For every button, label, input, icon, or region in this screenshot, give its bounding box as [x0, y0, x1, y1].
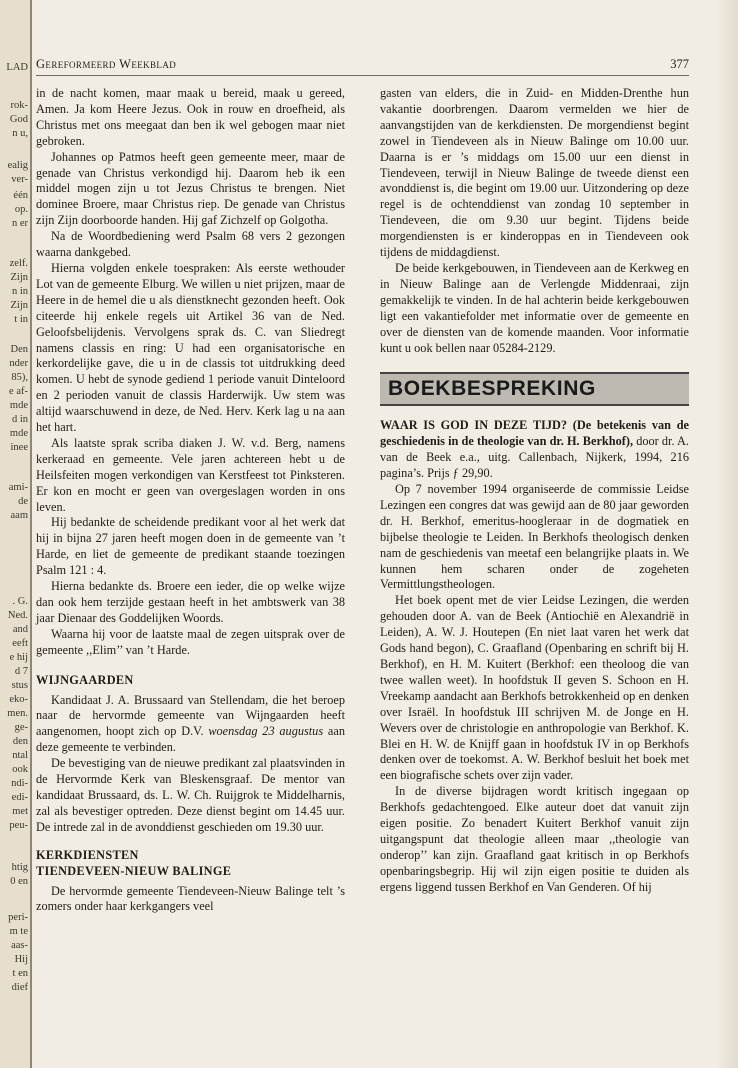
spine-text-fragment: t en	[12, 968, 28, 979]
spine-text-fragment: de	[18, 496, 28, 507]
paragraph: Hierna bedankte ds. Broere een ieder, die op welke wijze dan ook hem terzijde gestaan heeft in het ambtswerk van 38 jaar Dienaar des Goddelijken Woords.	[36, 579, 345, 625]
section-banner	[380, 372, 689, 406]
spine-text-fragment: n in	[11, 286, 28, 297]
page-number: 377	[670, 57, 689, 71]
spine-text-fragment: ealig	[7, 160, 28, 171]
spine-text-fragment: op.	[14, 204, 28, 215]
paragraph: in de nacht komen, maar maak u bereid, maak u gereed, Amen. Ja kom Heere Jezus. Ook in rouw en droefheid, als Christus met ons meegaat dan ben ik wel gebogen maar niet gebroken.	[36, 86, 345, 148]
spine-text-fragment: e af-	[9, 386, 28, 397]
paragraph	[36, 693, 345, 757]
previous-page-edge	[0, 0, 32, 1068]
spine-text-fragment: ook	[12, 764, 28, 775]
spine-text-fragment: den	[12, 736, 28, 747]
publication-title: Gereformeerd Weekblad	[36, 57, 177, 71]
text-run: aan deze gemeente te verbinden.	[36, 724, 345, 755]
paragraph: Op 7 november 1994 organiseerde de commissie Leidse Lezingen een congres dat was gewijd aan de 80 jaar geworden dr. H. Berkhof, emeritus-hoogleraar in de dogmatiek en bijbelse theologie te Leiden. In Berkhofs theologisch denken nam de geschiedenis van meetaf een belangrijke plaats in. We kunnen hem scharen onder de zogeheten Vermittlungstheologen.	[380, 482, 689, 592]
spine-text-fragment: mde	[9, 428, 28, 439]
paragraph: Waarna hij voor de laatste maal de zegen uitsprak over de gemeente ,,Elim’’ van ’t Harde.	[36, 626, 345, 657]
spine-text-fragment: . G.	[12, 596, 28, 607]
spine-text-fragment: htig	[11, 862, 28, 873]
book-details: door dr. A. van de Beek e.a., uitg. Callenbach, Nijkerk, 1994, 216 pagina’s. Prijs ƒ 29,90.	[380, 434, 689, 481]
paragraph: Het boek opent met de vier Leidse Lezingen, die werden gehouden door A. van de Beek (Antiochië en Alexandrië in Leiden), A. W. J. Houtepen (En niet laat varen het werk dat Gods hand begon), C. Graafland (Openbaring en schrift bij H. Berkhof), en H. M. Kuitert (Berkhof: een theoloog die van twee wallen weet). In hoofdstuk II geven S. Schoon en H. Vreekamp aandacht aan Berkhofs betrokkenheid op en denken over Israël. In hoofdstuk III schrijven M. de Jonge en H. Wevers over de christologie en anthropologie van Berkhof. K. Blei en H. W. de Knijff gaan in hoofdstuk IV in op Berkhofs denken over de toekomst. A. W. Berkhof besluit het boek met een biografische schets over zijn vader.	[380, 593, 689, 783]
spine-text-fragment: mde	[9, 400, 28, 411]
spine-text-fragment: Hij	[14, 954, 28, 965]
spine-text-fragment: met	[12, 806, 28, 817]
paragraph: Johannes op Patmos heeft geen gemeente meer, maar de genade van Christus verkondigd hij. Daarom heb ik een middel mogen zijn u tot Jezus Christus te brengen. Niet dominee Broere, maar Christus riep. De genade van Christus zijn Zijn doorboorde handen. Hij gaf Zichzelf op Golgotha.	[36, 149, 345, 228]
spine-text-fragment: n er	[11, 218, 28, 229]
spine-text-fragment: Den	[10, 344, 28, 355]
right-column	[380, 86, 689, 896]
emphasized-date: woensdag 23 augustus	[208, 724, 324, 739]
spine-text-fragment: eeft	[12, 638, 28, 649]
spine-text-fragment: zelf.	[9, 258, 28, 269]
spine-text-fragment: 0 en	[10, 876, 28, 887]
spine-text-fragment: edi-	[11, 792, 28, 803]
spine-text-fragment: men.	[7, 708, 28, 719]
spine-text-fragment: t in	[14, 314, 28, 325]
spine-text-fragment: inee	[10, 442, 28, 453]
spine-text-fragment: eko-	[9, 694, 28, 705]
spine-text-fragment: aas-	[11, 940, 28, 951]
spine-text-fragment: dief	[11, 982, 28, 993]
paragraph: gasten van elders, die in Zuid- en Midden-Drenthe hun vakantie doorbrengen. Daarom vermelden we hier de aanvangstijden van de kerkdiensten. De morgendienst begint zowel in Tiendeveen als in Nieuw Balinge om 10.00 uur. Daarna is er ’s middags om 15.00 uur een dienst in Tiendeveen, terwijl in Nieuw Balinge de tweede dienst een avonddienst is, die begint om 19.00 uur. Uitzondering op deze regel is de ochtenddienst van zondag 10 september in Tiendeveen, die om 9.30 uur begint. Tijdens beide morgendiensten is er kinderoppas en in Tiendeveen ook tijdens de middagdienst.	[380, 86, 689, 260]
spine-text-fragment: Ned.	[7, 610, 28, 621]
paragraph: De hervormde gemeente Tiendeveen-Nieuw Balinge telt ’s zomers onder haar kerkgangers veel	[36, 883, 345, 914]
spine-text-fragment: d 7	[14, 666, 28, 677]
spine-text-fragment: 85),	[11, 372, 28, 383]
spine-text-fragment: LAD	[6, 62, 28, 73]
spine-text-fragment: ver-	[11, 174, 28, 185]
spine-text-fragment: Zijn	[10, 300, 28, 311]
spine-text-fragment: nder	[9, 358, 28, 369]
paragraph: Als laatste sprak scriba diaken J. W. v.d. Berg, namens kerkeraad en gemeente. Vele jaren achtereen hebt u de Heilsfeiten mogen verkondigen van Kerstfeest tot Pinksteren. Er kon en mocht er geen van overgeslagen worden in ons leven.	[36, 435, 345, 514]
heading-line: TIENDEVEEN-NIEUW BALINGE	[36, 863, 232, 878]
heading-line: KERKDIENSTEN	[36, 847, 139, 862]
spine-text-fragment: and	[12, 624, 28, 635]
spine-text-fragment: stus	[11, 680, 28, 691]
left-column	[36, 86, 345, 915]
text-run: Kandidaat J. A. Brussaard van Stellendam, die het beroep naar de hervormde gemeente van Wijngaarden heeft aangenomen, hoopt zich op D.V.	[36, 692, 345, 739]
paragraph: In de diverse bijdragen wordt kritisch ingegaan op Berkhofs gedachtengoed. Elke auteur doet dat vanuit zijn eigen positie. Zo benadert Kuitert Berkhof vanuit zijn uitgangspunt dat theologie alleen maar ,,theologie van onderop’’ kan zijn. Graafland gaat kritisch in op Berkhofs openbaringsbegrip. Hij wil zijn eigen positie te duiden als ergens liggend tussen Berkhof en Van Genderen. Of hij	[380, 784, 689, 894]
spine-text-fragment: ntal	[12, 750, 28, 761]
spine-text-fragment: m te	[9, 926, 28, 937]
spine-text-fragment: één	[13, 190, 28, 201]
spine-text-fragment: peu-	[9, 820, 28, 831]
spine-text-fragment: rok-	[10, 100, 28, 111]
paragraph: Hierna volgden enkele toespraken: Als eerste wethouder Lot van de gemeente Elburg. We willen u niet prijzen, maar de Heere in de hemel die u als dienstknecht gezonden heeft. Ook citeerde hij enkele regels uit Artikel 36 van de Ned. Geloofsbelijdenis. Vervolgens sprak ds. C. van Sliedregt namens classis en ring: U had een organisatorische en kerkordelijke gave, die u in de classis tot uitdrukking deed komen. U hebt de synode gediend 1 periode vanuit Dinteloord en 2 perioden vanuit de classis Harderwijk. Uw stem was altijd waarschuwend in deze, de Ned. Herv. Kerk lag u na aan het hart.	[36, 260, 345, 435]
spine-text-fragment: d in	[11, 414, 28, 425]
book-title: WAAR IS GOD IN DEZE TIJD? (De betekenis van de geschiedenis in de theologie van dr. H. Berkhof),	[380, 418, 689, 449]
paragraph: De beide kerkgebouwen, in Tiendeveen aan de Kerkweg en in Nieuw Balinge aan de Verlengde Middenraai, zijn gemakkelijk te vinden. In de hal achterin beide kerkgebouwen ligt een vakantiefolder met informatie over de gemeente en over de diensten van de komende maanden. Voor informatie kunt u ook bellen naar 05284-2129.	[380, 260, 689, 355]
spine-text-fragment: ndi-	[11, 778, 28, 789]
spine-text-fragment: aam	[10, 510, 28, 521]
spine-text-fragment: e hij	[9, 652, 28, 663]
book-review-heading	[380, 418, 689, 482]
spine-text-fragment: ge-	[14, 722, 28, 733]
spine-text-fragment: Zijn	[10, 272, 28, 283]
spine-text-fragment: ami-	[8, 482, 28, 493]
page-header	[36, 55, 689, 76]
section-heading-wijngaarden: WIJNGAARDEN	[36, 672, 134, 687]
spine-text-fragment: God	[9, 114, 28, 125]
section-heading-kerkdiensten	[36, 848, 345, 880]
banner-title: BOEKBESPREKING	[388, 377, 596, 401]
paragraph: De bevestiging van de nieuwe predikant zal plaatsvinden in de Hervormde Kerk van Bleskensgraaf. De mentor van kandidaat Brussaard, ds. L. W. Ch. Ruijgrok te Middelharnis, zal als bevestiger optreden. Deze dienst begint om 14.45 uur. De intrede zal in de avonddienst geschieden om 19.30 uur.	[36, 756, 345, 834]
page-edge-shadow	[716, 0, 738, 1068]
paragraph: Na de Woordbediening werd Psalm 68 vers 2 gezongen waarna dankgebed.	[36, 229, 345, 260]
spine-text-fragment: n u,	[12, 128, 28, 139]
spine-text-fragment: peri-	[8, 912, 28, 923]
paragraph: Hij bedankte de scheidende predikant voor al het werk dat hij in bijna 27 jaren heeft mogen doen in de gemeente van ’t Harde, en liet de gemeente de predikant staande toezingen Psalm 121 : 4.	[36, 515, 345, 578]
